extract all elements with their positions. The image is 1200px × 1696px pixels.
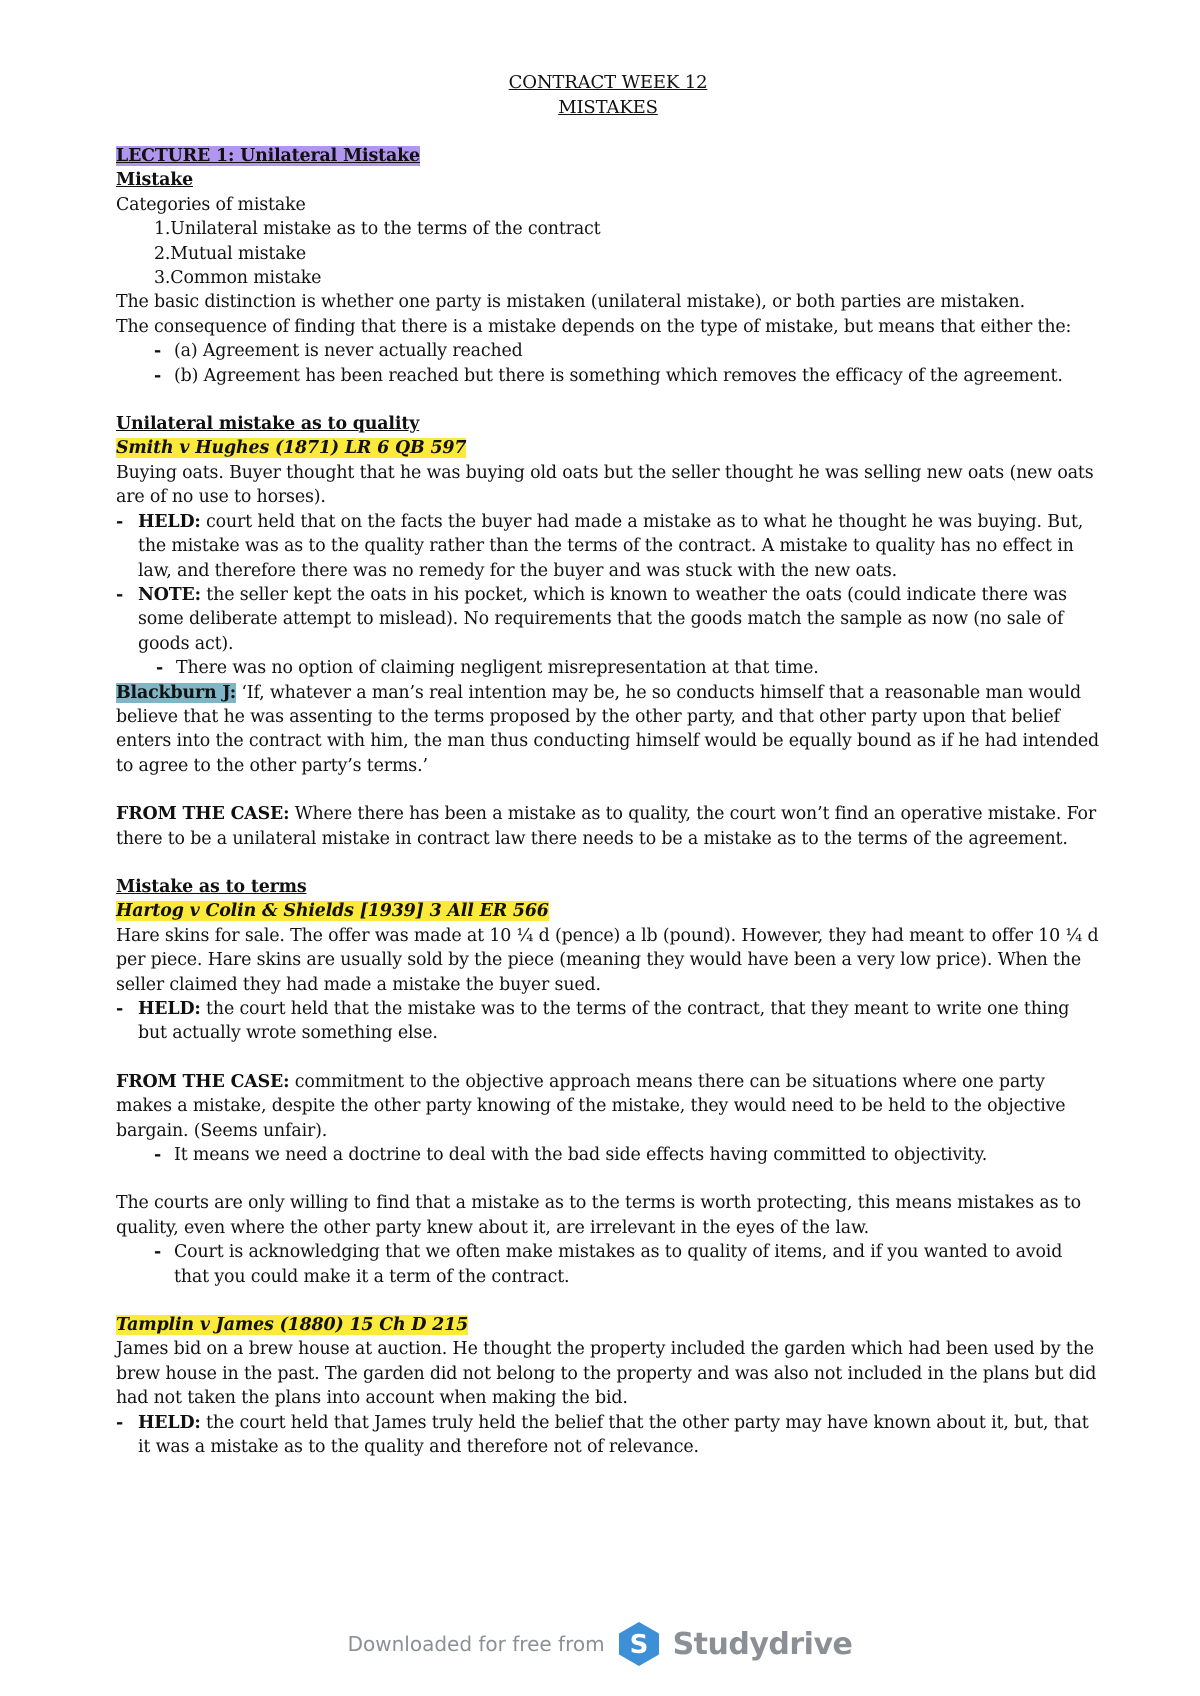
held-bullet bbox=[116, 1411, 1100, 1460]
section-heading-terms: Mistake as to terms bbox=[116, 876, 307, 897]
held-text: court held that on the facts the buyer had made a mistake as to what he thought he was buying. But, the mistake was as to the quality rather than the terms of the contract. A mistake to quality has no effect in law, and therefore there was no remedy for the buyer and was stuck with the new oats. bbox=[138, 511, 1084, 581]
from-the-case bbox=[116, 1070, 1100, 1143]
held-text: the court held that the mistake was to the terms of the contract, that they meant to write one thing but actually wrote something else. bbox=[138, 999, 1070, 1044]
held-bullet bbox=[116, 997, 1100, 1046]
downloaded-text: Downloaded for free from bbox=[347, 1632, 605, 1656]
download-footer bbox=[0, 1620, 1200, 1668]
from-the-case-label: FROM THE CASE: bbox=[116, 1071, 290, 1092]
from-the-case-label: FROM THE CASE: bbox=[116, 804, 290, 825]
category-item: 1.Unilateral mistake as to the terms of the contract bbox=[154, 219, 601, 240]
case-citation-text: Tamplin v James (1880) 15 Ch D 215 bbox=[116, 1315, 469, 1336]
from-the-case bbox=[116, 802, 1100, 851]
case-facts: Buying oats. Buyer thought that he was buying old oats but the seller thought he was selling new oats (new oats are of no use to horses). bbox=[116, 462, 1094, 508]
bullet-item: - It means we need a doctrine to deal with the bad side effects having committed to objectivity. bbox=[116, 1143, 1100, 1167]
document-page bbox=[116, 70, 1100, 1460]
case-citation bbox=[116, 1313, 1100, 1337]
bullet-item: - (b) Agreement has been reached but there is something which removes the efficacy of the agreement. bbox=[116, 364, 1100, 388]
paragraph: The consequence of finding that there is a mistake depends on the type of mistake, but means that either the: bbox=[116, 316, 1072, 337]
judge-name: Blackburn J: bbox=[116, 682, 237, 703]
note-text: the seller kept the oats in his pocket, which is known to weather the oats (could indicate there was some deliberate attempt to mislead). No requirements that the goods match the sample as now (no sale of goods act). bbox=[138, 584, 1067, 654]
held-bullet bbox=[116, 510, 1100, 583]
quote-text: ‘If, whatever a man’s real intention may be, he so conducts himself that a reasonable man would believe that he was assenting to the terms proposed by the other party, and that other party upon that belief enters into the contract with him, the man thus conducting himself would be equally bound as if he had intended to agree to the other party’s terms.’ bbox=[116, 682, 1100, 776]
held-label: HELD: bbox=[138, 511, 201, 532]
svg-text:S: S bbox=[629, 1630, 648, 1660]
held-label: HELD: bbox=[138, 1412, 201, 1433]
paragraph: The basic distinction is whether one party is mistaken (unilateral mistake), or both parties are mistaken. bbox=[116, 292, 1025, 313]
studydrive-logo-icon bbox=[615, 1620, 663, 1668]
studydrive-brand: Studydrive bbox=[672, 1626, 853, 1662]
note-bullet bbox=[116, 583, 1100, 656]
bullet-item: - Court is acknowledging that we often make mistakes as to quality of items, and if you wanted to avoid that you could make it a term of the contract. bbox=[116, 1240, 1100, 1289]
case-facts: Hare skins for sale. The offer was made at 10 ¼ d (pence) a lb (pound). However, they had meant to offer 10 ¼ d per piece. Hare skins are usually sold by the piece (meaning they would have been a very low price). When the seller claimed they had made a mistake the buyer sued. bbox=[116, 925, 1099, 995]
from-the-case-text: Where there has been a mistake as to quality, the court won’t find an operative mistake. For there to be a unilateral mistake in contract law there needs to be a mistake as to the terms of the agreement. bbox=[116, 804, 1097, 849]
case-citation bbox=[116, 899, 1100, 923]
paragraph: The courts are only willing to find that a mistake as to the terms is worth protecting, this means mistakes as to quality, even where the other party knew about it, are irrelevant in the eyes of the law. bbox=[116, 1193, 1081, 1238]
categories-intro: Categories of mistake bbox=[116, 194, 306, 215]
case-citation-text: Hartog v Colin & Shields [1939] 3 All ER 566 bbox=[116, 901, 549, 922]
held-text: the court held that James truly held the belief that the other party may have known about it, but, that it was a mistake as to the quality and therefore not of relevance. bbox=[138, 1412, 1089, 1458]
judge-quote bbox=[116, 681, 1100, 779]
document-subtitle: MISTAKES bbox=[558, 97, 658, 118]
case-facts: James bid on a brew house at auction. He thought the property included the garden which had been used by the brew house in the past. The garden did not belong to the property and was also not included in the plans but did had not taken the plans into account when making the bid. bbox=[116, 1339, 1097, 1409]
held-label: HELD: bbox=[138, 999, 201, 1019]
case-citation-text: Smith v Hughes (1871) LR 6 QB 597 bbox=[116, 438, 467, 459]
category-item: 2.Mutual mistake bbox=[154, 243, 307, 264]
bullet-item: - (a) Agreement is never actually reached bbox=[116, 339, 1100, 363]
case-citation bbox=[116, 436, 1100, 460]
lecture-heading-text: LECTURE 1: Unilateral Mistake bbox=[116, 146, 420, 166]
from-the-case-text: commitment to the objective approach means there can be situations where one party makes a mistake, despite the other party knowing of the mistake, they would need to be held to the objective bargain. (Seems unfair). bbox=[116, 1071, 1066, 1141]
section-heading-quality: Unilateral mistake as to quality bbox=[116, 414, 420, 435]
section-heading-mistake: Mistake bbox=[116, 170, 194, 191]
document-title: CONTRACT WEEK 12 bbox=[508, 72, 708, 93]
note-label: NOTE: bbox=[138, 584, 201, 605]
sub-bullet: - There was no option of claiming negligent misrepresentation at that time. bbox=[116, 656, 1100, 680]
category-item: 3.Common mistake bbox=[154, 268, 322, 289]
lecture-heading bbox=[116, 144, 1100, 168]
